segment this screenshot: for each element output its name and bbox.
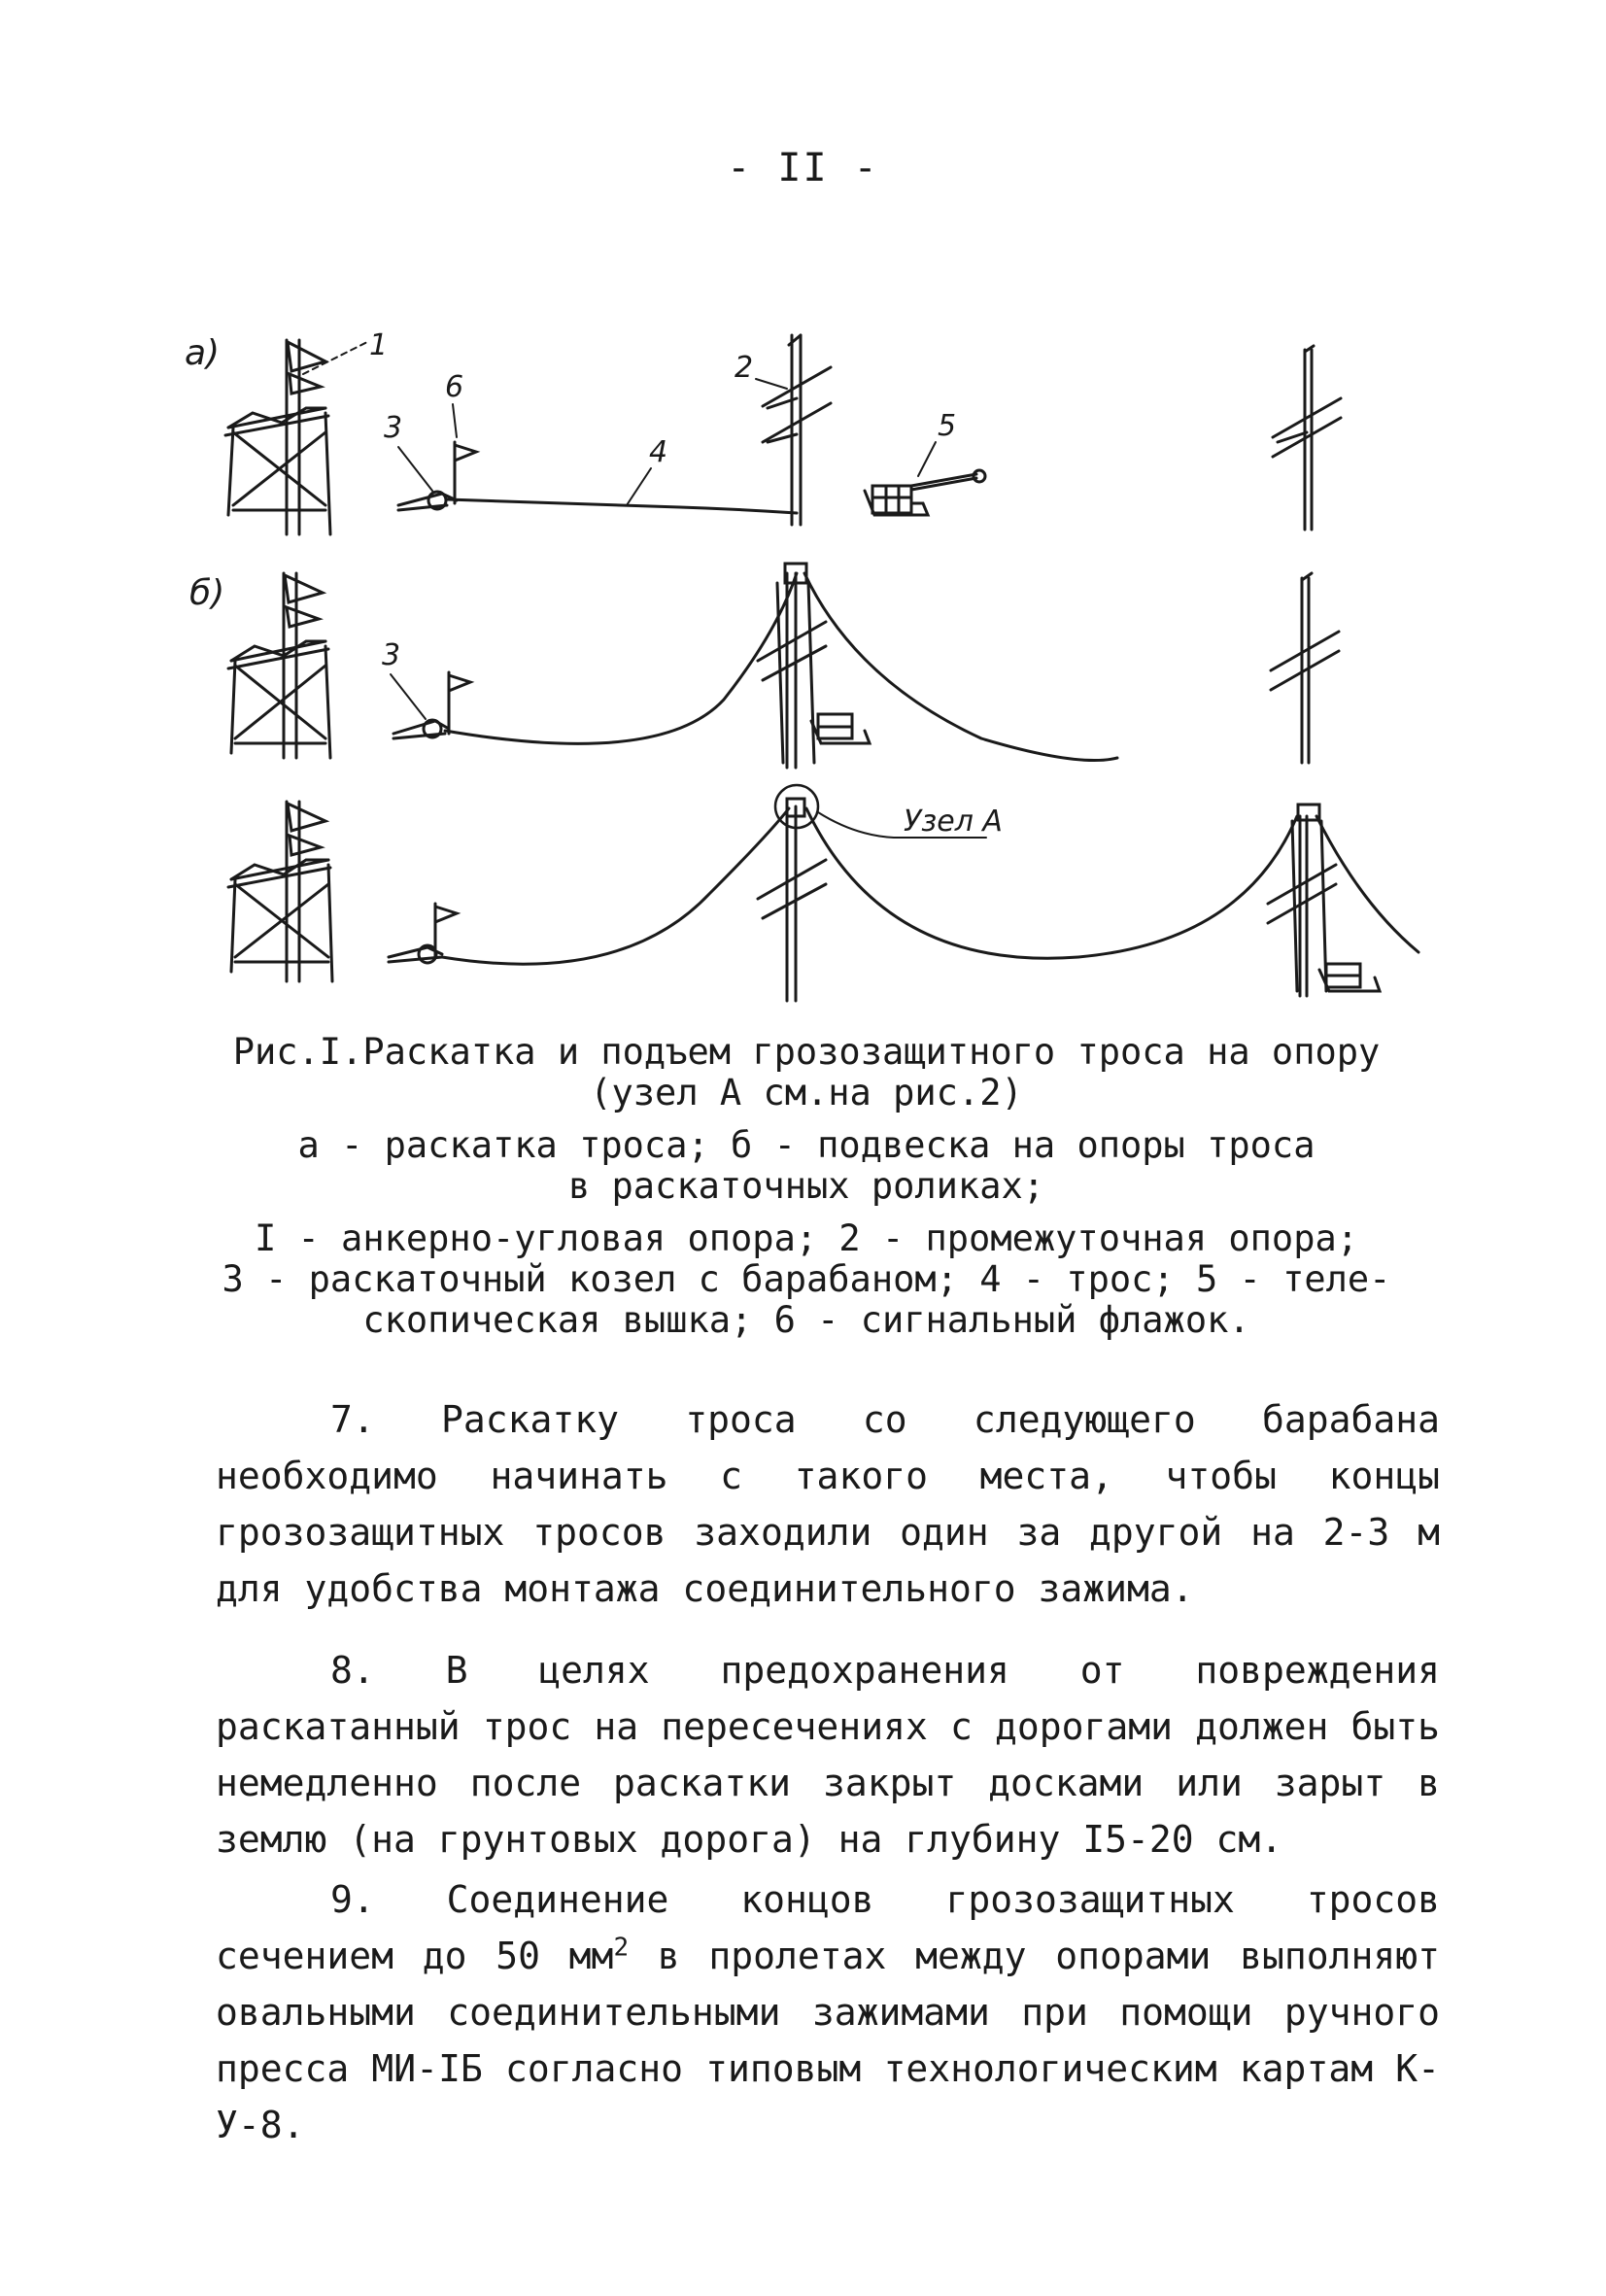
cable-row-b-left-span (445, 573, 797, 743)
signal-flag-row-c (435, 904, 457, 957)
telescopic-tower-row-b (811, 714, 870, 743)
far-pole-row-a (1273, 346, 1341, 530)
figure-caption-title (155, 1032, 1457, 1114)
telescopic-tower-row-c (1319, 964, 1380, 991)
caption-legend-line-2: 3 - раскаточный козел с барабаном; 4 - трос; 5 - теле- (222, 1258, 1391, 1300)
paragraph-9-part-1: 9. Соединение концов грозозащитных тросов сечением до 50 мм (216, 1878, 1440, 1977)
paragraph-7-text: 7. Раскатку троса со следующего барабана необходимо начинать с такого места, чтобы концы грозозащитных тросов заходили один за другой на 2-3 м для удобства монтажа соединительного зажима. (216, 1398, 1440, 1610)
far-pole-row-b (1271, 573, 1339, 763)
label-5: 5 (938, 409, 957, 443)
paragraph-8 (216, 1642, 1440, 1868)
figure-cable-rolling (0, 0, 1606, 1030)
panel-a-label: а) (185, 333, 221, 373)
anchor-tower-row-c (228, 802, 332, 981)
anchor-tower-row-b (228, 573, 330, 758)
cable-row-c-span-2 (806, 808, 1297, 958)
paragraph-9-text (216, 1871, 1440, 2153)
signal-flag-row-a (455, 442, 476, 503)
paragraph-9-part-2: в пролетах между опорами выполняют овальными соединительными зажимами при помощи ручного пресса МИ-IБ согласно типовым технологическим картам К-У-8. (216, 1935, 1440, 2146)
paragraph-9-superscript: 2 (613, 1933, 630, 1963)
label-1: 1 (369, 328, 389, 362)
page-number: - II - (727, 146, 879, 190)
caption-title-line-2: (узел А см.на рис.2) (590, 1072, 1023, 1114)
cable-row-a (447, 499, 797, 513)
paragraph-8-text: 8. В целях предохранения от повреждения раскатанный трос на пересечениях с дорогами должен быть немедленно после раскатки закрыт досками или зарыт в землю (на грунтовых дорога) на глубину I5-20 см. (216, 1649, 1440, 1861)
telescopic-tower-row-a (865, 470, 985, 515)
figure-caption-subtitle (155, 1125, 1457, 1207)
intermediate-pole-row-a (763, 335, 831, 525)
caption-title-line-1: Рис.I.Раскатка и подъем грозозащитного троса на опору (232, 1031, 1381, 1073)
label-3b: 3 (382, 638, 401, 672)
label-3: 3 (384, 411, 403, 445)
label-6: 6 (445, 370, 464, 404)
node-a-label: Узел А (904, 805, 1003, 839)
cable-row-c-span-1 (442, 808, 789, 964)
caption-legend-line-1: I - анкерно-угловая опора; 2 - промежуточная опора; (254, 1217, 1359, 1259)
caption-legend-line-3: скопическая вышка; 6 - сигнальный флажок. (362, 1299, 1250, 1341)
paragraph-7 (216, 1391, 1440, 1617)
label-4: 4 (649, 435, 668, 469)
cable-row-c-span-3 (1316, 816, 1418, 952)
figure-caption-legend (155, 1218, 1457, 1341)
caption-sub-line-1: а - раскатка троса; б - подвеска на опоры троса (297, 1124, 1316, 1166)
drum-stand-row-b (393, 720, 449, 738)
signal-flag-row-b (449, 672, 470, 734)
paragraph-9 (216, 1871, 1440, 2153)
caption-sub-line-2: в раскаточных роликах; (567, 1165, 1045, 1207)
label-2: 2 (735, 351, 754, 385)
panel-b-label: б) (189, 573, 225, 613)
